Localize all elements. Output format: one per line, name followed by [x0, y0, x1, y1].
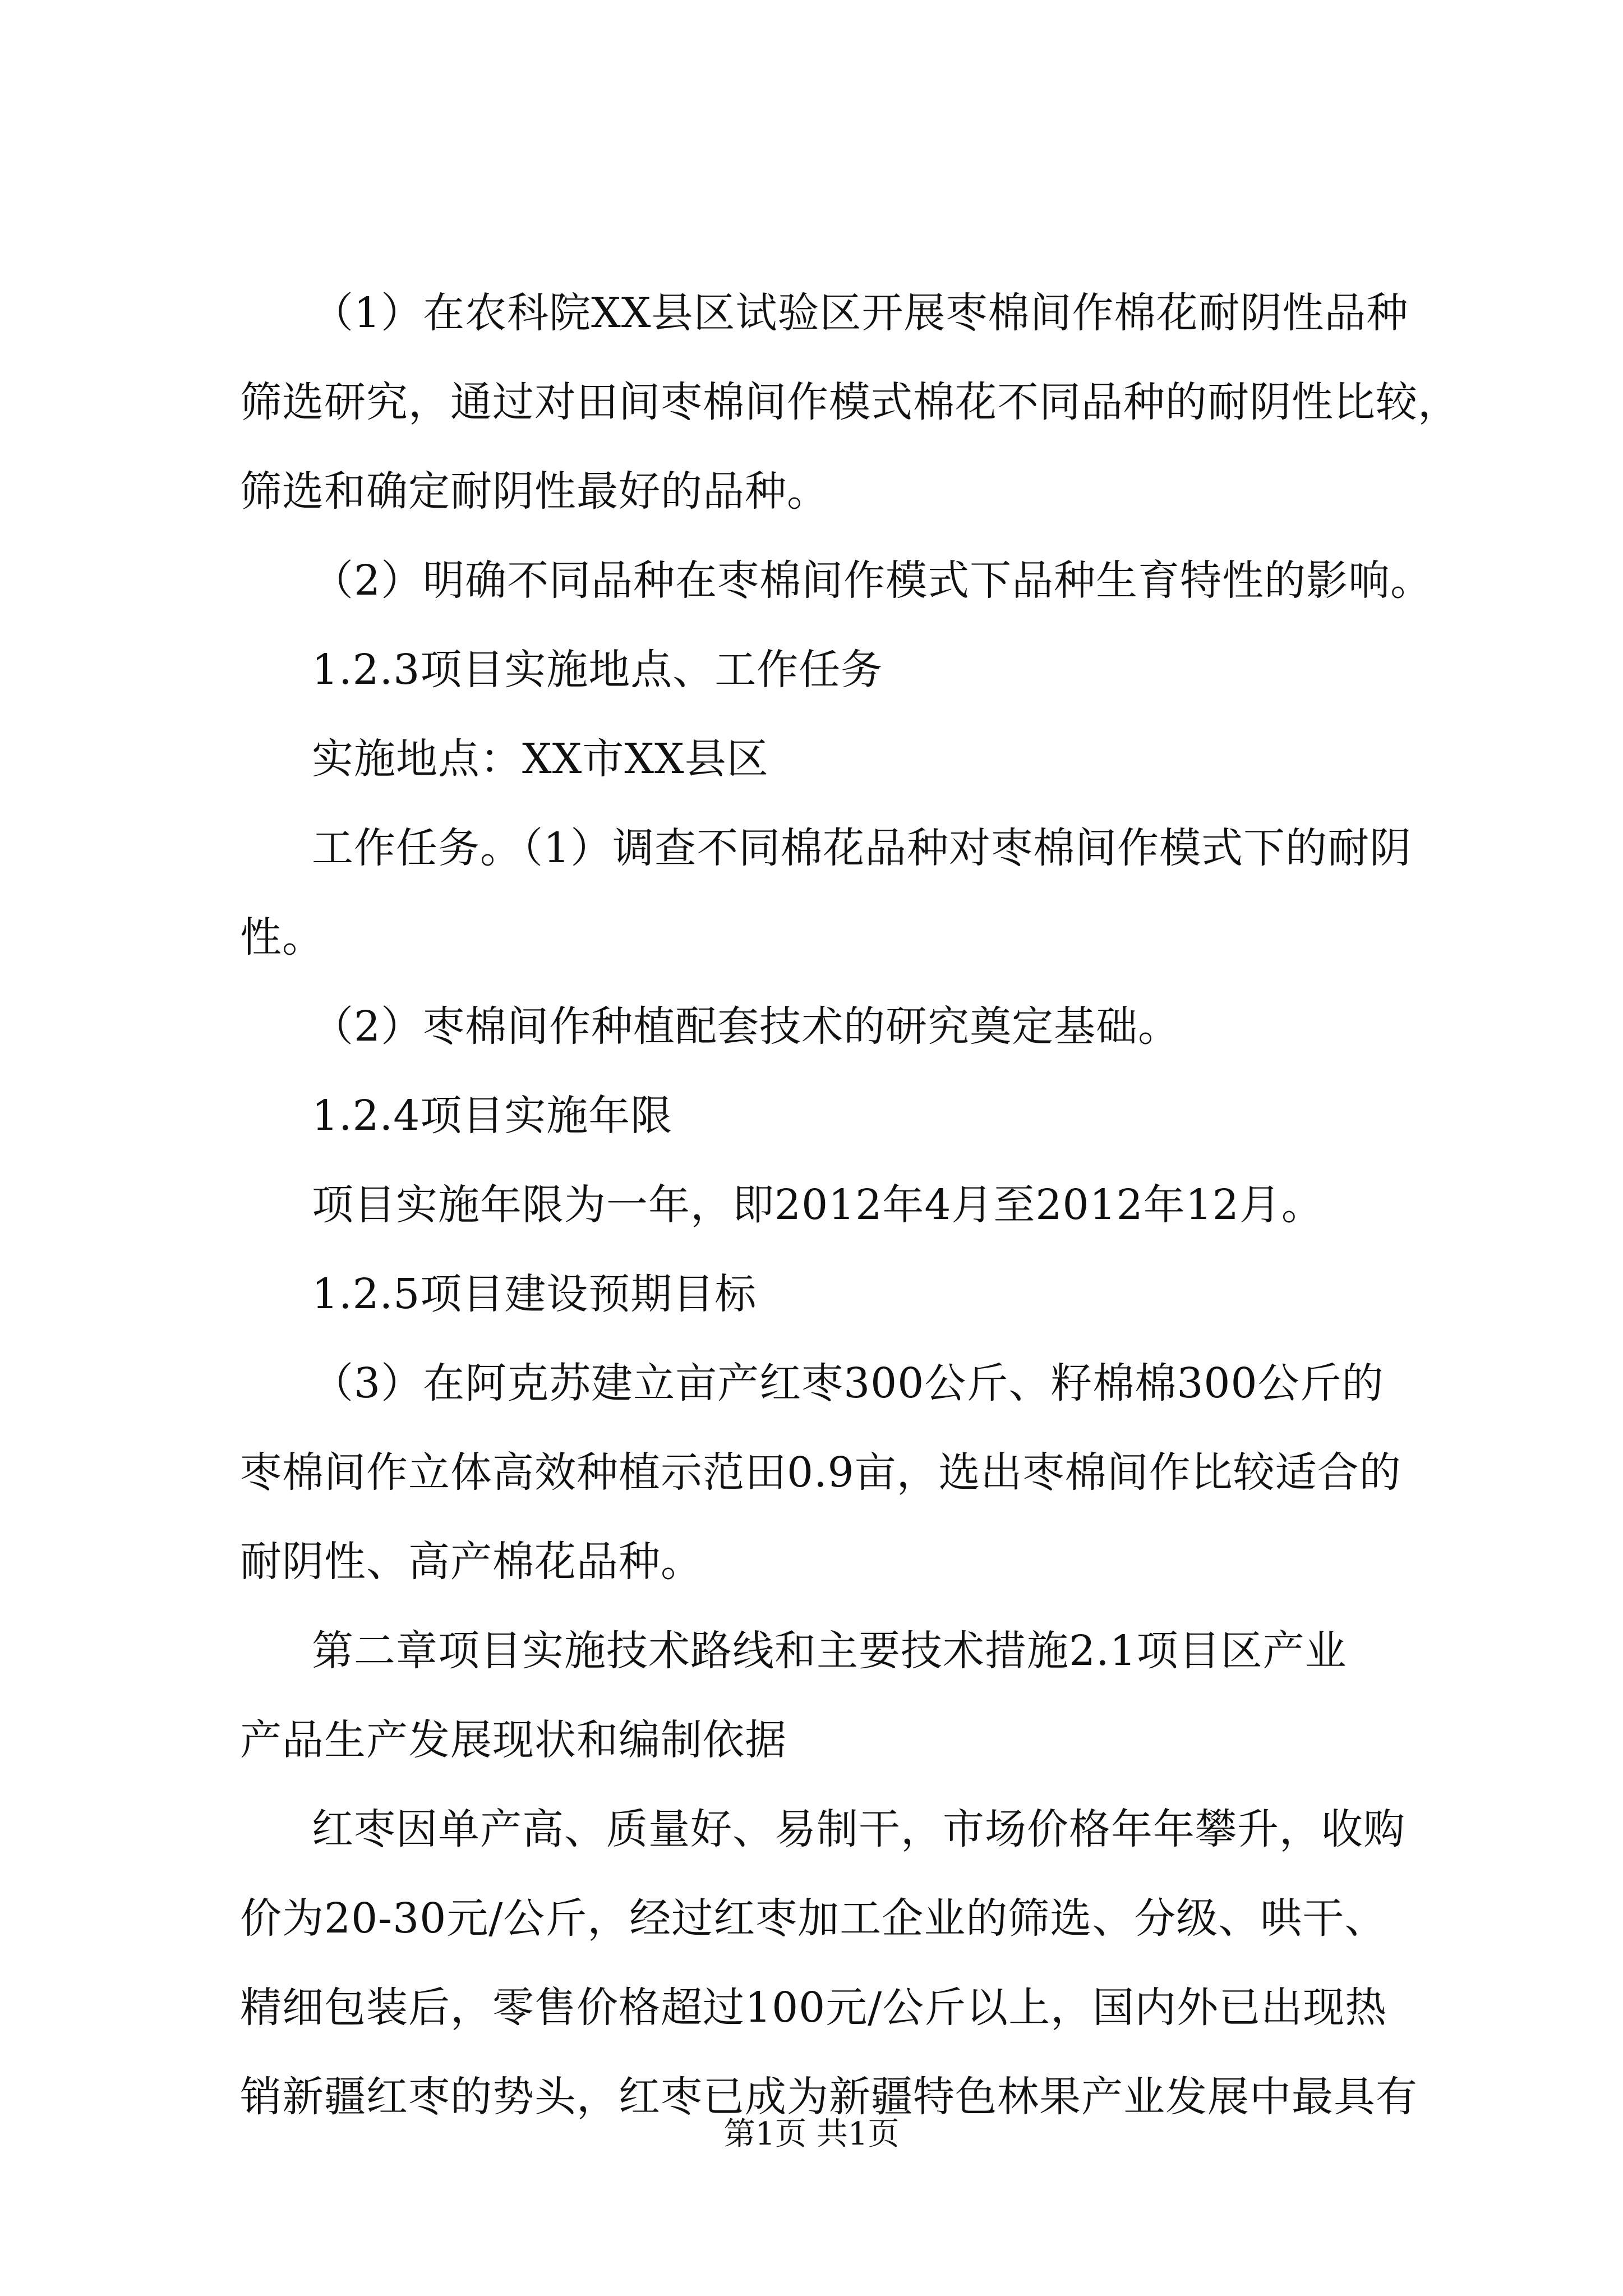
section-heading: 1.2.5项目建设预期目标 — [312, 1270, 757, 1318]
paragraph-line: 价为20-30元/公斤，经过红枣加工企业的筛选、分级、哄干、 — [240, 1894, 1387, 1943]
paragraph-line: 红枣因单产高、质量好、易制干，市场价格年年攀升，收购 — [312, 1805, 1405, 1853]
chapter-heading: 第二章项目实施技术路线和主要技术措施2.1项目区产业 — [312, 1627, 1347, 1675]
paragraph-line: 工作任务。（1）调查不同棉花品种对枣棉间作模式下的耐阴 — [312, 824, 1412, 872]
page-footer: 第1页 共1页 — [723, 2116, 900, 2152]
paragraph-line: 筛选研究，通过对田间枣棉间作模式棉花不同品种的耐阴性比较， — [240, 378, 1460, 426]
paragraph-line: （2）枣棉间作种植配套技术的研究奠定基础。 — [312, 1002, 1181, 1051]
section-heading: 1.2.4项目实施年限 — [312, 1092, 673, 1140]
paragraph-line: （2）明确不同品种在枣棉间作模式下品种生育特性的影响。 — [312, 556, 1433, 605]
paragraph-line: 实施地点：XX市XX县区 — [312, 735, 769, 783]
paragraph-line: 耐阴性、高产棉花品种。 — [240, 1538, 703, 1586]
paragraph-line: （1）在农科院XX县区试验区开展枣棉间作棉花耐阴性品种 — [312, 289, 1409, 337]
paragraph-line: 性。 — [240, 913, 324, 961]
paragraph-line: 产品生产发展现状和编制依据 — [240, 1716, 787, 1764]
paragraph-line: 项目实施年限为一年，即2012年4月至2012年12月。 — [312, 1181, 1324, 1229]
paragraph-line: 枣棉间作立体高效种植示范田0.9亩，选出枣棉间作比较适合的 — [240, 1448, 1401, 1497]
section-heading: 1.2.3项目实施地点、工作任务 — [312, 646, 883, 694]
paragraph-line: 销新疆红枣的势头，红枣已成为新疆特色林果产业发展中最具有 — [240, 2073, 1418, 2121]
document-body — [240, 286, 1460, 2159]
paragraph-line: （3）在阿克苏建立亩产红枣300公斤、籽棉棉300公斤的 — [312, 1359, 1384, 1407]
paragraph-line: 筛选和确定耐阴性最好的品种。 — [240, 467, 829, 516]
paragraph-line: 精细包装后，零售价格超过100元/公斤以上，国内外已出现热 — [240, 1984, 1387, 2032]
